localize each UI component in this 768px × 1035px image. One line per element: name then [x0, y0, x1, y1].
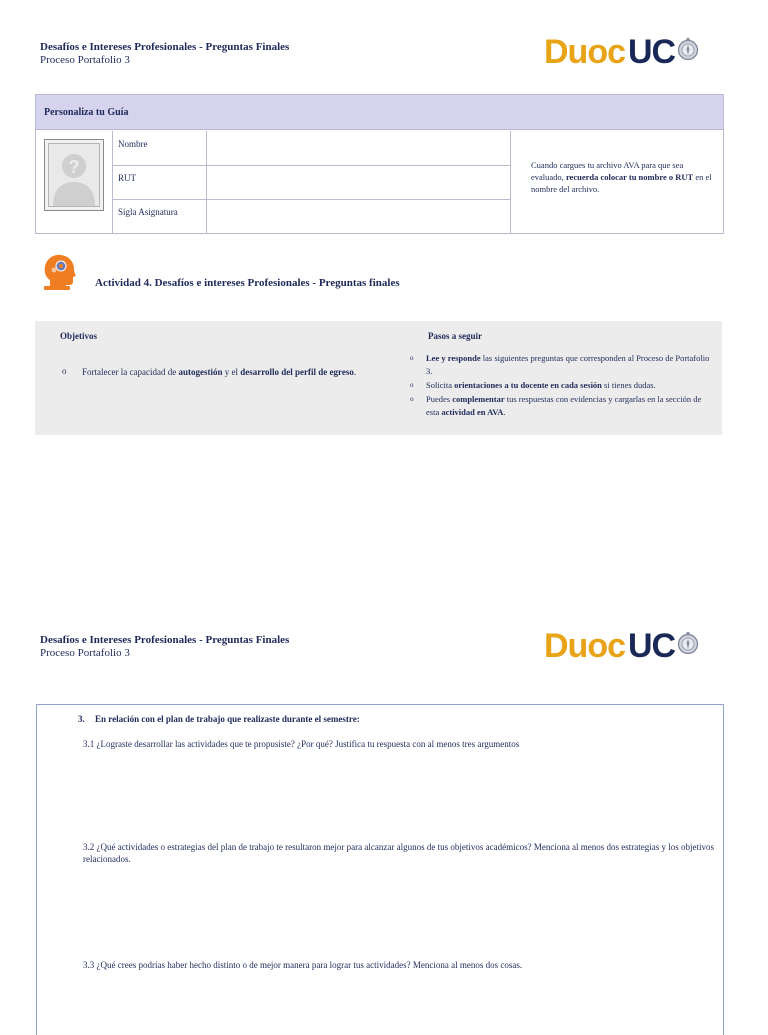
answer-3-3-area[interactable]: [83, 977, 713, 1027]
uc-seal-icon: [677, 37, 699, 61]
header-title: Desafíos e Intereses Profesionales - Preguntas Finales: [40, 41, 290, 53]
person-silhouette-icon: [49, 144, 99, 206]
question-3-2: 3.2 ¿Qué actividades o estrategias del plan de trabajo te resultaron mejor para alcanzar algunos de tus objetivos académicos? Menciona al menos dos estrategias y los objetivos relacionados.: [83, 842, 715, 864]
answer-3-1-area[interactable]: [83, 755, 713, 835]
question-3-1: 3.1 ¿Lograste desarrollar las actividades que te propusiste? ¿Por qué? Justifica tu respuesta con al menos tres argumentos: [83, 739, 520, 749]
nombre-input[interactable]: [208, 131, 510, 165]
questions-box: [36, 704, 724, 1035]
header-title-page2: Desafíos e Intereses Profesionales - Preguntas Finales: [40, 634, 290, 646]
steps-list: [410, 352, 715, 420]
logo-duoc-text: Duoc: [544, 627, 625, 665]
answer-3-2-area[interactable]: [83, 870, 713, 950]
duoc-uc-logo-page2: [544, 627, 699, 666]
svg-text:?: ?: [68, 157, 80, 177]
header-subtitle-page2: Proceso Portafolio 3: [40, 647, 130, 659]
sigla-input[interactable]: [208, 199, 510, 233]
field-label: Nombre: [112, 131, 207, 165]
field-label: RUT: [112, 165, 207, 199]
activity-title: Actividad 4. Desafíos e intereses Profesionales - Preguntas finales: [95, 277, 400, 289]
field-row-rut: [112, 165, 510, 200]
photo-cell: [36, 131, 113, 233]
field-row-nombre: [112, 131, 510, 166]
logo-duoc-text: Duoc: [544, 33, 625, 71]
personalize-guide-table: [35, 94, 724, 234]
list-item: o Solicita orientaciones a tu docente en cada sesión si tienes dudas.: [410, 380, 656, 390]
logo-uc-text: UC: [628, 33, 676, 71]
objectives-panel: [35, 321, 722, 435]
objective-text: Fortalecer la capacidad de autogestión y el desarrollo del perfil de egreso.: [82, 367, 357, 377]
profile-photo-placeholder[interactable]: [44, 139, 104, 211]
question-number: 3.: [78, 714, 85, 724]
rut-input[interactable]: [208, 165, 510, 199]
upload-note: Cuando cargues tu archivo AVA para que sea evaluado, recuerda colocar tu nombre o RUT en el nombre del archivo.: [510, 131, 723, 233]
header-subtitle: Proceso Portafolio 3: [40, 54, 130, 66]
logo-uc-text: UC: [628, 627, 676, 665]
uc-seal-icon: [677, 631, 699, 655]
head-gear-icon: [42, 253, 78, 291]
field-label: Sigla Asignatura: [112, 199, 207, 233]
duoc-uc-logo: [544, 33, 699, 72]
field-row-sigla: [112, 199, 510, 233]
steps-heading: Pasos a seguir: [428, 331, 482, 341]
question-heading: En relación con el plan de trabajo que realizaste durante el semestre:: [95, 714, 360, 724]
list-item: o Lee y responde las siguientes preguntas que corresponden al Proceso de Portafolio 3.: [410, 353, 710, 376]
bullet-o: o: [62, 366, 67, 376]
objectives-heading: Objetivos: [60, 331, 97, 341]
guide-heading: Personaliza tu Guía: [36, 95, 723, 130]
question-3-3: 3.3 ¿Qué crees podrías haber hecho distinto o de mejor manera para lograr tus actividades? Menciona al menos dos cosas.: [83, 960, 523, 970]
list-item: o Puedes complementar tus respuestas con evidencias y cargarlas en la sección de esta actividad en AVA.: [410, 394, 702, 417]
